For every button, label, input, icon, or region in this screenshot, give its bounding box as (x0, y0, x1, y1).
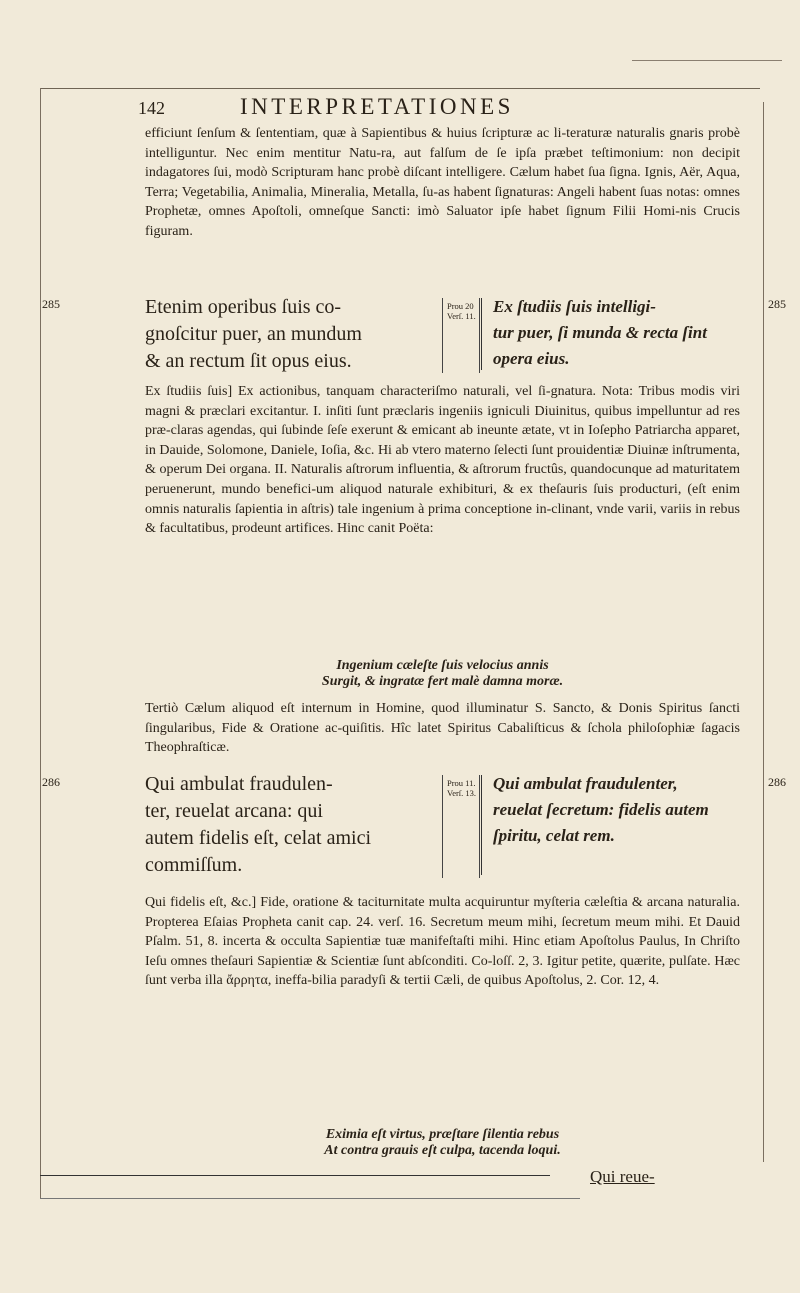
column-divider (481, 775, 482, 875)
margin-number-left: 286 (42, 775, 60, 789)
commentary-285: Ex ſtudiis ſuis] Ex actionibus, tanquam characteriſmo naturali, vel ſi-gnatura. Nota: Tribus modis viri magni & præclari excitantur. I. inſiti ſunt præclaris ingeniis igniculi Diuinitus, quibus impelluntur ad res præ-claras agendas, qui ſubinde ſeſe exerunt & emicant ab ineunte ætate, vt in Ioſepho Patriarcha apparet, in Dauide, Solomone, Daniele, Ioſia, &c. Hi ab vtero materno ſelecti ſunt prouidentiæ Diuinæ inſtrumenta, & operum Dei organa. II. Naturalis aſtrorum influentia, & aſtrorum fructûs, quandocunque ad maturitatem peruenerunt, mundo benefici-um aliquod naturale exhibituri, & ex theſauris ſuis producturi, (eſt enim omnis naturalis ſapientia in aſtris) tale ingenium à prima conceptione in-clinant, vnde varii, variis in rebus & facultatibus, prodeunt artifices. Hinc canit Poëta: (145, 384, 740, 537)
vulgate-line: tur puer, ſi munda & recta ſint (493, 323, 707, 342)
vulgate-verse-286 (493, 771, 758, 849)
latin-line: autem fidelis eſt, celat amici (145, 827, 372, 849)
left-frame-line (40, 88, 41, 1198)
intro-paragraph: efficiunt ſenſum & ſententiam, quæ à Sapientibus & huius ſcripturæ ac li-teraturæ naturalis gnaris probè intelliguntur. Nec enim mentitur Natu-ra, aut falſum de ſe ipſa præbet teſtimonium: non decipit indagatores ſui, modò Scripturam hanc probè diſcant intelligere. Cælum habet ſua ſigna. Ignis, Aër, Aqua, Terra; Vegetabilia, Animalia, Mineralia, Metalla, ſu-as habent ſignaturas: Angeli habent ſuas notas: omnes Prophetæ, omnes Apoſtoli, omneſque Sancti: imò Saluator ipſe habet ſignum Filii Homi-nis Crucis figuram. (145, 126, 740, 239)
poem-line: At contra grauis eſt culpa, tacenda loqui. (324, 1143, 561, 1158)
reference-286 (442, 775, 480, 878)
latin-line: Etenim operibus ſuis co- (145, 296, 342, 318)
margin-number-right: 285 (768, 297, 786, 311)
latin-line: commiſſum. (145, 854, 243, 876)
vulgate-line: opera eius. (493, 349, 570, 368)
poem-line: Surgit, & ingratæ fert malè damna moræ. (321, 674, 564, 689)
running-title: INTERPRETATIONES (240, 94, 514, 119)
commentary-285b: Tertiò Cælum aliquod eſt internum in Homine, quod illuminatur S. Sancto, & Donis Spiritus ſancti ſingularibus, Fide & Oratione ac-quiſitis. Hîc latet Spiritus Cabaliſticus & ſchola philoſophiæ ſagacis Theophraſticæ. (145, 701, 740, 756)
margin-number-left: 285 (42, 297, 60, 311)
vulgate-line: Qui ambulat fraudulenter, (493, 774, 678, 793)
catchword: Qui reue- (590, 1167, 655, 1186)
reference-line: Verſ. 11. (447, 311, 476, 321)
latin-line: ter, reuelat arcana: qui (145, 800, 323, 822)
reference-285 (442, 298, 480, 373)
poem-line: Ingenium cæleſte ſuis velocius annis (336, 658, 549, 673)
vulgate-line: Ex ſtudiis ſuis intelligi- (493, 297, 656, 316)
poem-2 (145, 1127, 740, 1159)
reference-line: Verſ. 13. (447, 788, 477, 798)
vulgate-line: reuelat ſecretum: fidelis autem (493, 800, 709, 819)
latin-verse-285 (145, 294, 435, 375)
header-rule (40, 88, 760, 89)
poem-1 (145, 658, 740, 690)
page-number: 142 (138, 98, 165, 118)
column-divider (481, 298, 482, 370)
right-frame-line (763, 102, 764, 1162)
top-right-rule (632, 60, 782, 61)
footer-rule (40, 1175, 550, 1176)
vulgate-line: ſpiritu, celat rem. (493, 826, 615, 845)
latin-line: Qui ambulat fraudulen- (145, 773, 333, 795)
reference-line: Prou 20 (447, 301, 474, 311)
latin-line: gnoſcitur puer, an mundum (145, 323, 362, 345)
poem-line: Eximia eſt virtus, præſtare ſilentia rebus (325, 1127, 560, 1142)
latin-line: & an rectum ſit opus eius. (145, 350, 352, 372)
vulgate-verse-285 (493, 294, 758, 372)
commentary-286: Qui fidelis eſt, &c.] Fide, oratione & taciturnitate multa acquiruntur myſteria cæleſtia & arcana naturalia. Propterea Eſaias Propheta canit cap. 24. verſ. 16. Secretum meum mihi, ſecretum meum mihi. Et Dauid Pſalm. 51, 8. incerta & occulta Sapientiæ tuæ manifeſtaſti mihi. Hinc etiam Apoſtolus Paulus, In Chriſto Ieſu omnes theſauri Sapientiæ & Scientiæ ſunt abſconditi. Co-loſſ. 2, 3. Igitur petite, quærite, pulſate. Hæc ſunt verba illa ἄρρητα, ineffa-bilia paradyſi & tertii Cæli, de quibus Apoſtolus, 2. Cor. 12, 4. (145, 895, 740, 989)
reference-line: Prou 11. (447, 778, 476, 788)
footer-rule-lower (40, 1198, 580, 1199)
latin-verse-286 (145, 771, 435, 879)
margin-number-right: 286 (768, 775, 786, 789)
